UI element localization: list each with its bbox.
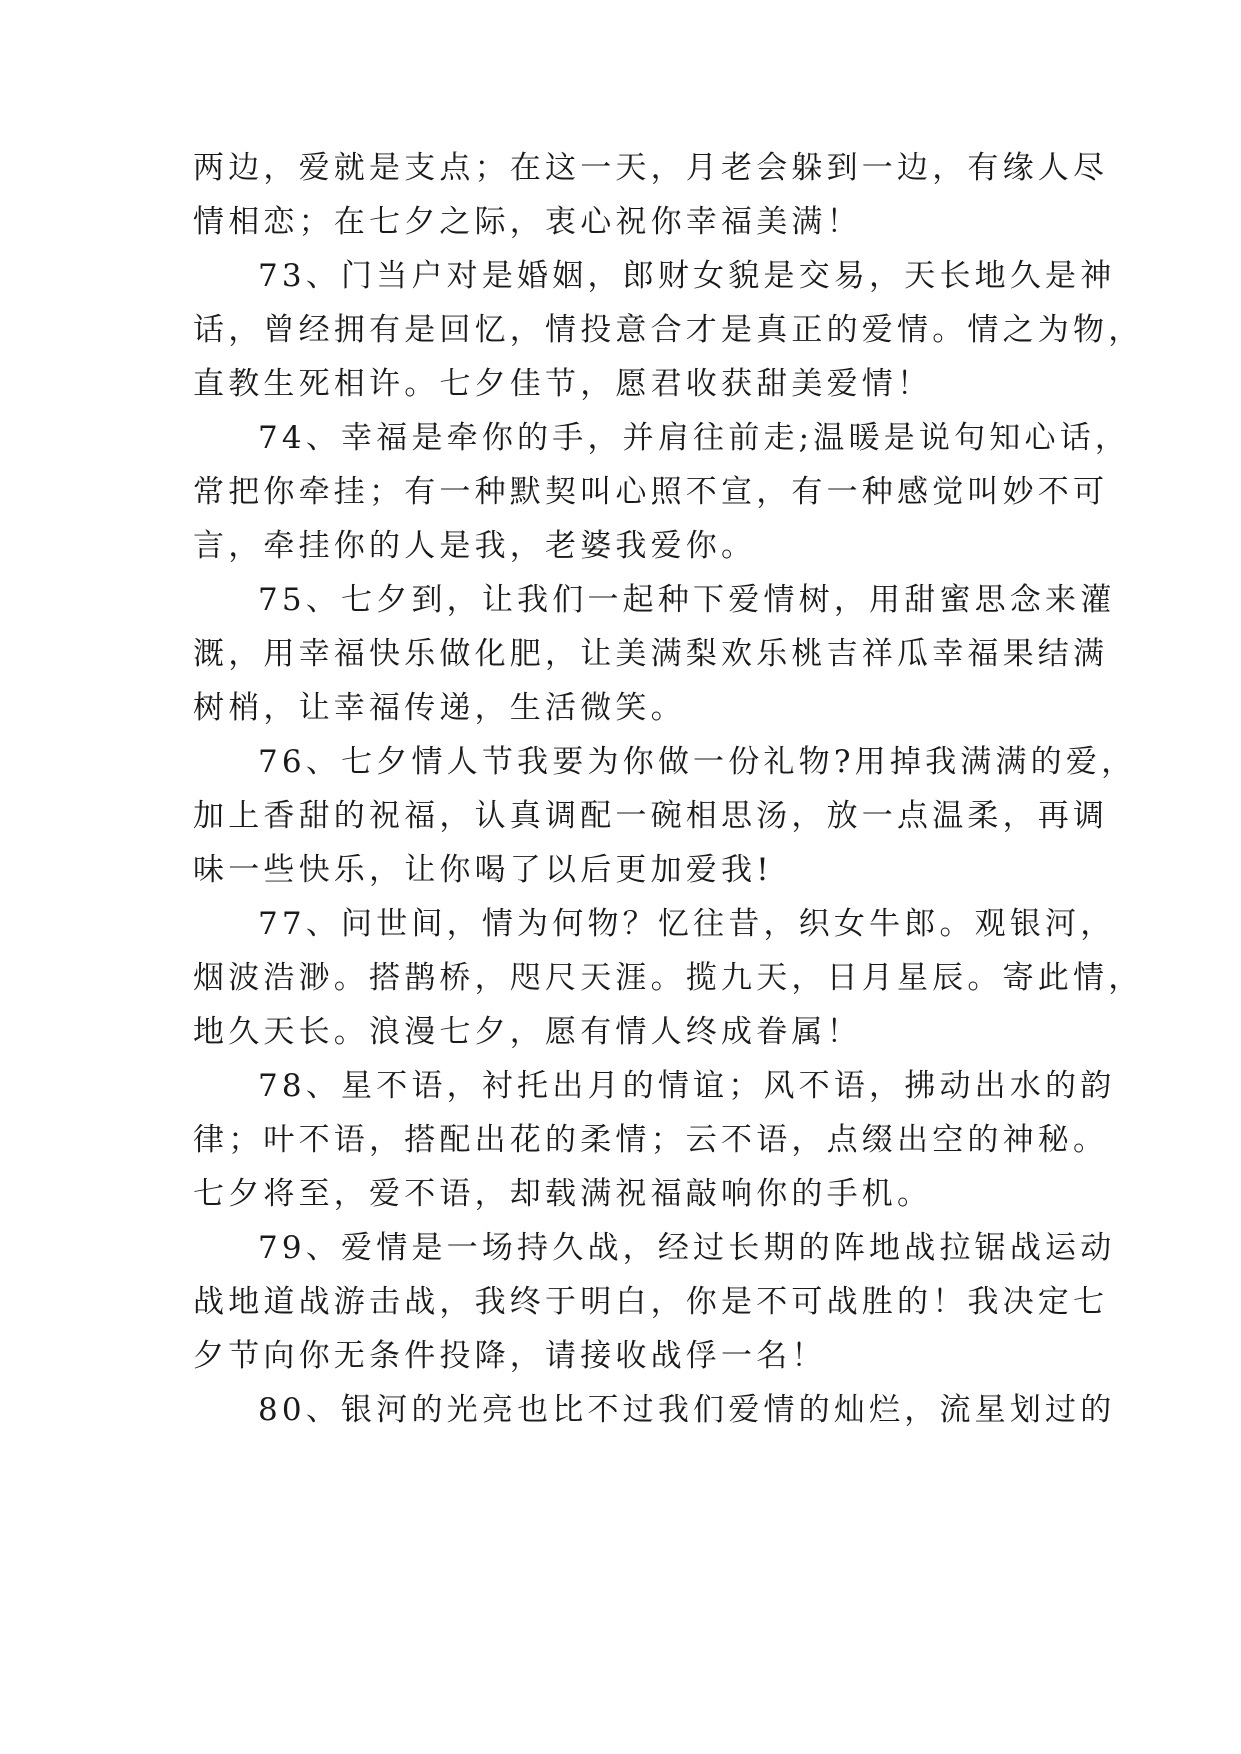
text-line: 溉，用幸福快乐做化肥，让美满梨欢乐桃吉祥瓜幸福果结满 (193, 636, 1109, 672)
paragraph-78-start: 78、星不语，衬托出月的情谊；风不语，拂动出水的韵 (258, 1068, 1116, 1104)
text-line: 味一些快乐，让你喝了以后更加爱我! (193, 852, 773, 888)
text-line: 情相恋；在七夕之际，衷心祝你幸福美满！ (193, 204, 862, 240)
text-line: 地久天长。浪漫七夕，愿有情人终成眷属！ (193, 1014, 862, 1050)
text-line: 战地道战游击战，我终于明白，你是不可战胜的！我决定七 (193, 1284, 1109, 1320)
paragraph-76-start: 76、七夕情人节我要为你做一份礼物?用掉我满满的爱， (258, 744, 1137, 780)
text-line: 言，牵挂你的人是我，老婆我爱你。 (193, 528, 757, 564)
text-line: 夕节向你无条件投降，请接收战俘一名！ (193, 1338, 827, 1374)
text-line: 烟波浩渺。搭鹊桥，咫尺天涯。揽九天，日月星辰。寄此情， (193, 960, 1144, 996)
paragraph-73-start: 73、门当户对是婚姻，郎财女貌是交易，天长地久是神 (258, 258, 1116, 294)
text-line: 话，曾经拥有是回忆，情投意合才是真正的爱情。情之为物， (193, 312, 1144, 348)
paragraph-79-start: 79、爱情是一场持久战，经过长期的阵地战拉锯战运动 (258, 1230, 1116, 1266)
text-line: 树梢，让幸福传递，生活微笑。 (193, 690, 686, 726)
text-line: 加上香甜的祝福，认真调配一碗相思汤，放一点温柔，再调 (193, 798, 1109, 834)
text-line: 七夕将至，爱不语，却载满祝福敲响你的手机。 (193, 1176, 933, 1212)
text-line: 直教生死相许。七夕佳节，愿君收获甜美爱情！ (193, 366, 933, 402)
paragraph-80-start: 80、银河的光亮也比不过我们爱情的灿烂，流星划过的 (258, 1392, 1116, 1428)
paragraph-75-start: 75、七夕到，让我们一起种下爱情树，用甜蜜思念来灌 (258, 582, 1116, 618)
text-line: 常把你牵挂；有一种默契叫心照不宣，有一种感觉叫妙不可 (193, 474, 1109, 510)
text-line: 律；叶不语，搭配出花的柔情；云不语，点缀出空的神秘。 (193, 1122, 1109, 1158)
paragraph-77-start: 77、问世间，情为何物？忆往昔，织女牛郎。观银河， (258, 906, 1116, 942)
text-line: 两边，爱就是支点；在这一天，月老会躲到一边，有缘人尽 (193, 150, 1109, 186)
paragraph-74-start: 74、幸福是牵你的手，并肩往前走;温暖是说句知心话， (258, 420, 1131, 456)
